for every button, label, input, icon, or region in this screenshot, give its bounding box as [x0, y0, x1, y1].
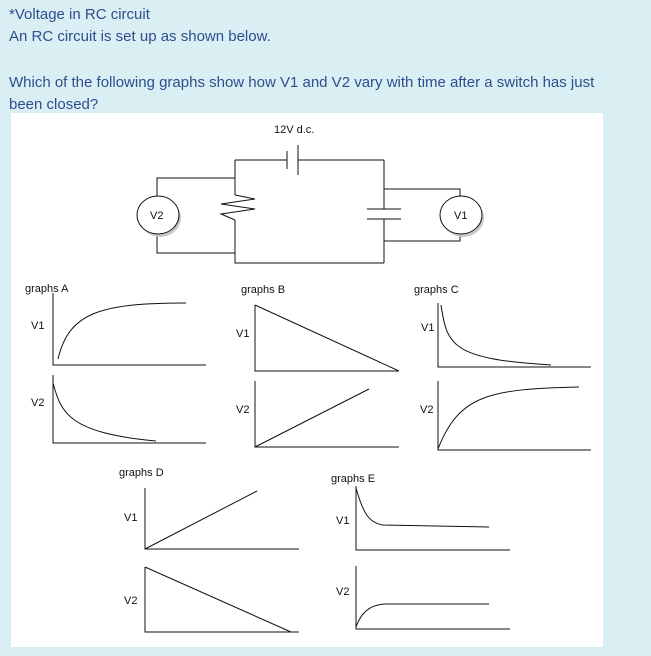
graphs-a-title: graphs A — [25, 283, 69, 295]
voltmeter-v2-label: V2 — [150, 210, 164, 222]
voltmeter-v2 — [137, 196, 181, 237]
graphs-c-v2-axes — [438, 381, 591, 450]
circuit-wire-left — [235, 160, 384, 263]
graphs-c-v2-label: V2 — [420, 404, 434, 416]
graphs-b-v2-axes — [255, 381, 399, 447]
question-intro: An RC circuit is set up as shown below. — [9, 28, 271, 45]
graphs-a-v2-curve — [53, 383, 156, 441]
graphs-e-title: graphs E — [331, 473, 376, 485]
capacitor-icon — [367, 209, 401, 219]
graphs-c-v1-axes — [438, 303, 591, 367]
graphs-b-v2-line — [255, 389, 369, 447]
circuit-and-graphs-diagram — [11, 113, 603, 647]
graphs-b-v1-line — [255, 305, 399, 371]
graphs-e-v1-curve — [356, 488, 489, 527]
battery-icon — [287, 145, 298, 175]
graphs-c-v2-curve — [438, 387, 579, 449]
question-figure — [11, 113, 603, 647]
question-title: *Voltage in RC circuit — [9, 6, 150, 23]
graphs-e — [331, 473, 510, 629]
voltmeter-v1-label: V1 — [454, 210, 468, 222]
graphs-a-v1-axes — [53, 293, 206, 365]
graphs-c — [414, 284, 591, 450]
graphs-c-v1-curve — [441, 305, 551, 365]
graphs-d-v1-axes — [145, 488, 299, 549]
graphs-b-title: graphs B — [241, 284, 286, 296]
supply-label: 12V d.c. — [274, 124, 315, 136]
graphs-d-v2-line — [145, 567, 291, 632]
circuit-diagram — [137, 124, 484, 263]
graphs-d-v1-label: V1 — [124, 512, 138, 524]
resistor-icon — [221, 195, 255, 220]
graphs-e-v2-curve — [356, 604, 489, 627]
graphs-b-v1-label: V1 — [236, 328, 250, 340]
graphs-a-v1-label: V1 — [31, 320, 45, 332]
graphs-e-v1-axes — [356, 486, 510, 550]
graphs-a-v2-label: V2 — [31, 397, 45, 409]
voltmeter-v1 — [440, 196, 484, 237]
graphs-b — [236, 284, 399, 447]
graphs-a-v1-curve — [58, 303, 186, 359]
graphs-d-title: graphs D — [119, 467, 164, 479]
graphs-d-v2-label: V2 — [124, 595, 138, 607]
graphs-e-v1-label: V1 — [336, 515, 350, 527]
graphs-e-v2-label: V2 — [336, 586, 350, 598]
graphs-d-v1-line — [145, 491, 257, 549]
graphs-c-title: graphs C — [414, 284, 459, 296]
graphs-a-v2-axes — [53, 375, 206, 443]
graphs-e-v2-axes — [356, 566, 510, 629]
graphs-c-v1-label: V1 — [421, 322, 435, 334]
question-prompt: Which of the following graphs show how V1 and V2 vary with time after a switch has just been closed? — [9, 74, 595, 113]
graphs-b-v2-label: V2 — [236, 404, 250, 416]
graphs-a — [25, 283, 206, 443]
graphs-d — [119, 467, 299, 632]
